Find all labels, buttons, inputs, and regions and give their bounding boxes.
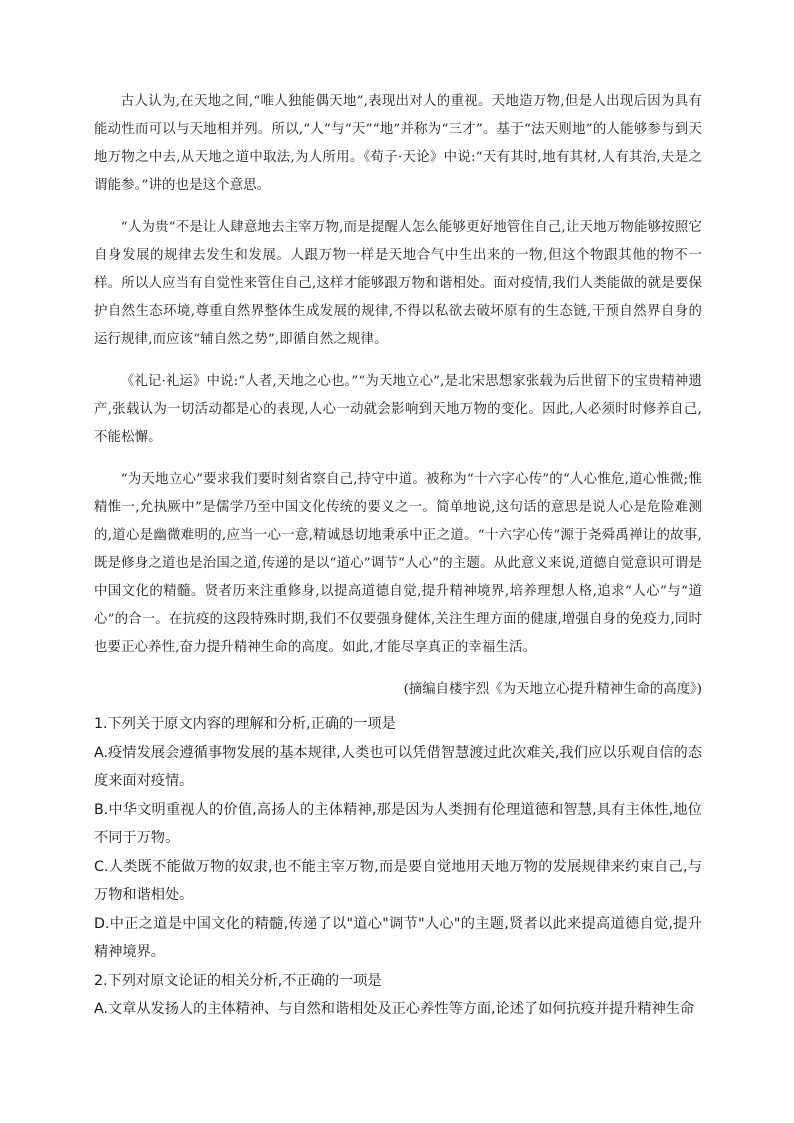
question-option-a: A.疫情发展会遵循事物发展的基本规律,人类也可以凭借智慧渡过此次难关,我们应以乐观自信的态度来面对疫情。 [94, 744, 702, 789]
question-2 [94, 967, 702, 1024]
passage-paragraph-3: 《礼记·礼运》中说:“人者,天地之心也。”“为天地立心”,是北宋思想家张载为后世留下的宝贵精神遗产,张载认为一切活动都是心的表现,人心一动就会影响到天地万物的变化。因此,人必须时时修养自己,不能松懈。 [94, 374, 702, 445]
question-1 [94, 710, 702, 967]
document-page [94, 88, 702, 1024]
passage-source: (摘编自楼宇烈《为天地立心提升精神生命的高度》) [403, 682, 702, 697]
passage-paragraph-2: “人为贵”不是让人肆意地去主宰万物,而是提醒人怎么能够更好地管住自己,让天地万物能够按照它自身发展的规律去发生和发展。人跟万物一样是天地合气中生出来的一物,但这个物跟其他的物不一样。所以人应当有自觉性来管住自己,这样才能够跟万物和谐相处。面对疫情,我们人类能做的就是要保护自然生态环境,尊重自然界整体生成发展的规律,不得以私欲去破坏原有的生态链,干预自然界自身的运行规律,而应该“辅自然之势”,即循自然之规律。 [94, 220, 702, 347]
question-title: 2.下列对原文论证的相关分析,不正确的一项是 [94, 972, 382, 989]
passage-paragraph-1: 古人认为,在天地之间,“唯人独能偶天地”,表现出对人的重视。天地造万物,但是人出现后因为具有能动性而可以与天地相并列。所以,“人”与“天”“地”并称为“三才”。基于“法天则地”的人能够参与到天地万物之中去,从天地之道中取法,为人所用。《荀子·天论》中说:“天有其时,地有其材,人有其治,夫是之谓能参。”讲的也是这个意思。 [94, 94, 702, 193]
passage-paragraph-4: “为天地立心”要求我们要时刻省察自己,持守中道。被称为“十六字心传”的“人心惟危,道心惟微;惟精惟一,允执厥中”是儒学乃至中国文化传统的要义之一。简单地说,这句话的意思是说人心是危险难测的,道心是幽微难明的,应当一心一意,精诚恳切地秉承中正之道。“十六字心传”源于尧舜禹禅让的故事,既是修身之道也是治国之道,传递的是以“道心”调节“人心”的主题。从此意义来说,道德自觉意识可谓是中国文化的精髓。贤者历来注重修身,以提高道德自觉,提升精神境界,培养理想人格,追求“人心”与“道心”的合一。在抗疫的这段特殊时期,我们不仅要强身健体,关注生理方面的健康,增强自身的免疫力,同时也要正心养性,奋力提升精神生命的高度。如此,才能尽享真正的幸福生活。 [94, 472, 702, 655]
question-option-c: C.人类既不能做万物的奴隶,也不能主宰万物,而是要自觉地用天地万物的发展规律来约束自己,与万物和谐相处。 [94, 858, 702, 903]
question-option-b: B.中华文明重视人的价值,高扬人的主体精神,那是因为人类拥有伦理道德和智慧,具有主体性,地位不同于万物。 [94, 801, 702, 846]
passage [94, 88, 702, 704]
question-option-a: A.文章从发扬人的主体精神、与自然和谐相处及正心养性等方面,论述了如何抗疫并提升精神生命 [94, 1001, 695, 1017]
question-option-d: D.中正之道是中国文化的精髓,传递了以"道心"调节"人心"的主题,贤者以此来提高道德自觉,提升精神境界。 [94, 915, 702, 960]
question-title: 1.下列关于原文内容的理解和分析,正确的一项是 [94, 716, 396, 732]
